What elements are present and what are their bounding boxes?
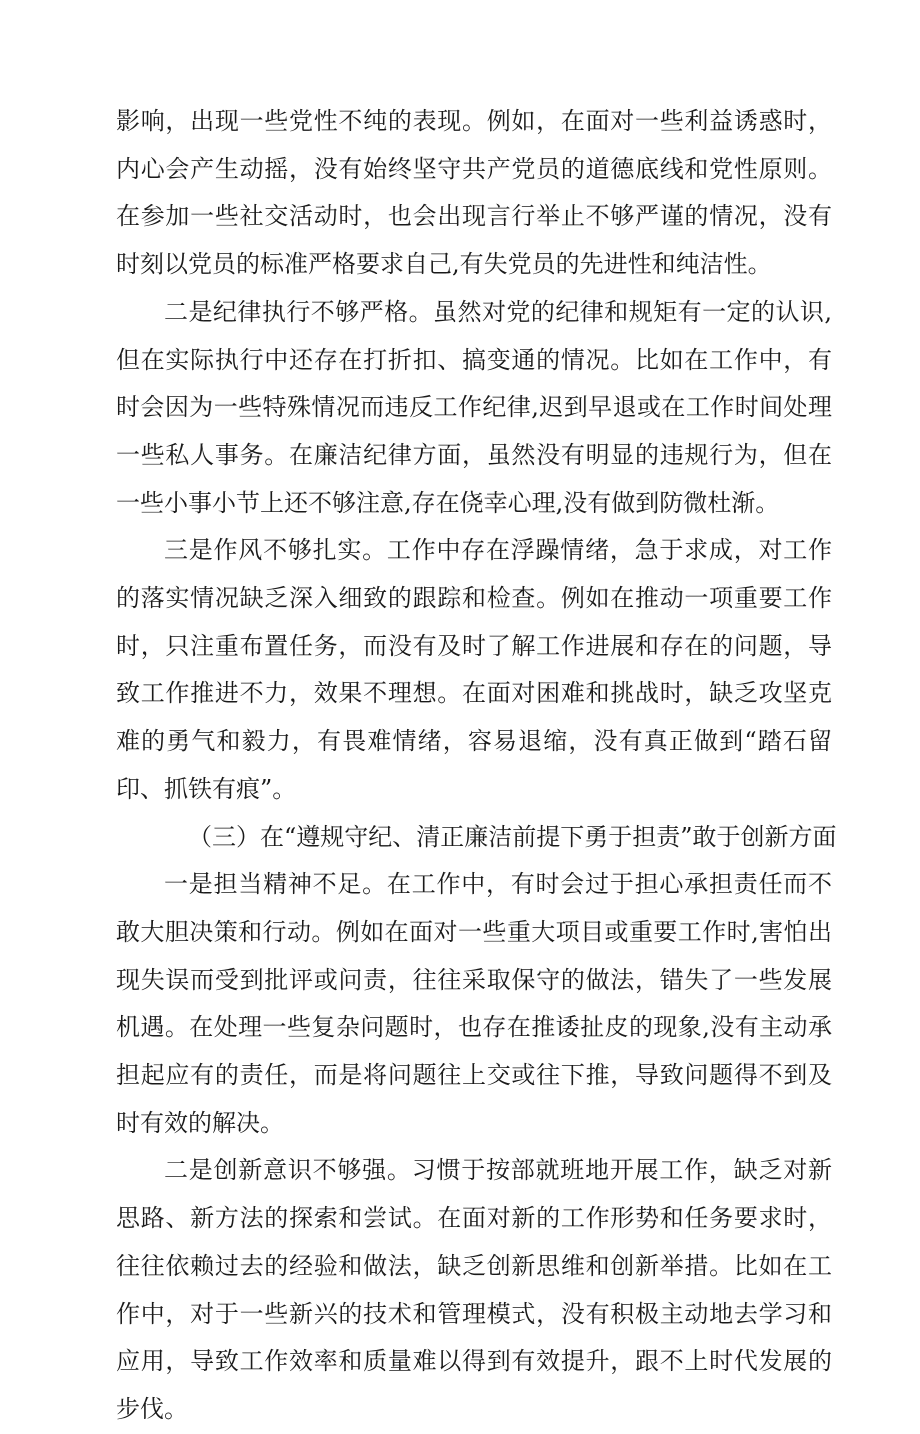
paragraph-responsibility: 一是担当精神不足。在工作中，有时会过于担心承担责任而不敢大胆决策和行动。例如在面对一些重大项目或重要工作时,害怕出现失误而受到批评或问责，往往采取保守的做法，错失了一些发展机遇。在处理一些复杂问题时，也存在推诿扯皮的现象,没有主动承担起应有的责任，而是将问题往上交或往下推，导致问题得不到及时有效的解决。 (116, 870, 832, 1137)
paragraph-party-spirit-continued: 影响，出现一些党性不纯的表现。例如，在面对一些利益诱惑时，内心会产生动摇，没有始终坚守共产党员的道德底线和党性原则。在参加一些社交活动时，也会出现言行举止不够严谨的情况，没有时刻以党员的标准严格要求自己,有失党员的先进性和纯洁性。 (116, 107, 832, 279)
paragraph-innovation: 二是创新意识不够强。习惯于按部就班地开展工作，缺乏对新思路、新方法的探索和尝试。在面对新的工作形势和任务要求时，往往依赖过去的经验和做法，缺乏创新思维和创新举措。比如在工作中，对于一些新兴的技术和管理模式，没有积极主动地去学习和应用，导致工作效率和质量难以得到有效提升，跟不上时代发展的步伐。 (116, 1156, 832, 1423)
paragraph-work-style: 三是作风不够扎实。工作中存在浮躁情绪，急于求成，对工作的落实情况缺乏深入细致的跟踪和检查。例如在推动一项重要工作时，只注重布置任务，而没有及时了解工作进展和存在的问题，导致工作推进不力，效果不理想。在面对困难和挑战时，缺乏攻坚克难的勇气和毅力，有畏难情绪，容易退缩，没有真正做到“踏石留印、抓铁有痕”。 (116, 536, 832, 803)
document-body (116, 98, 837, 1434)
paragraph-discipline: 二是纪律执行不够严格。虽然对党的纪律和规矩有一定的认识,但在实际执行中还存在打折扣、搞变通的情况。比如在工作中，有时会因为一些特殊情况而违反工作纪律,迟到早退或在工作时间处理一些私人事务。在廉洁纪律方面，虽然没有明显的违规行为，但在一些小事小节上还不够注意,存在侥幸心理,没有做到防微杜渐。 (116, 297, 832, 517)
section-heading-three: （三）在“遵规守纪、清正廉洁前提下勇于担责”敢于创新方面 (188, 822, 837, 851)
